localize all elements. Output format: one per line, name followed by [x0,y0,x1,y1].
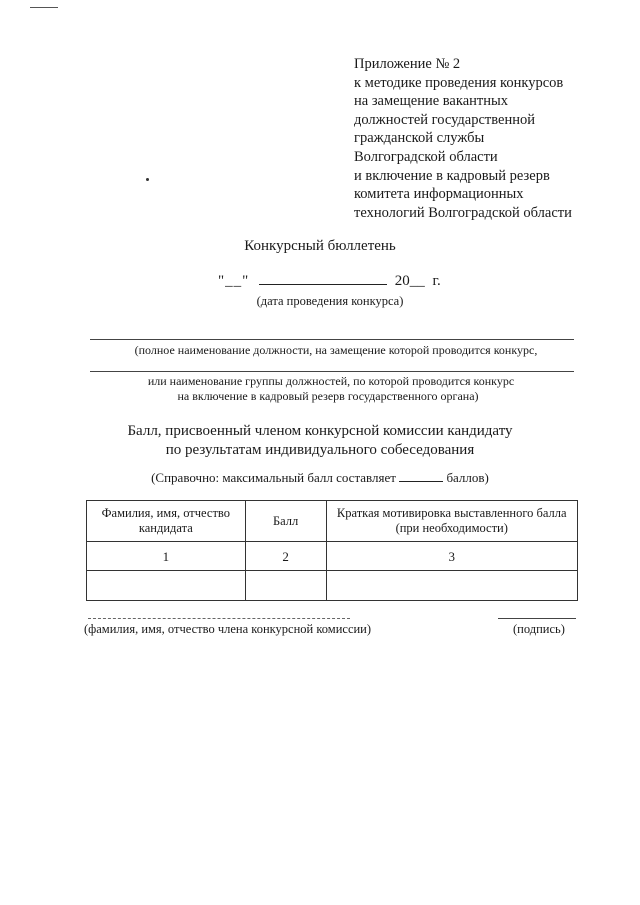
date-year-field[interactable]: __ [409,273,425,289]
max-score-field[interactable] [399,471,443,482]
signature-caption: (подпись) [513,622,565,636]
scan-speck [146,178,149,181]
motivation-cell[interactable] [326,571,577,601]
column-header-candidate: Фамилия, имя, отчество кандидата [87,501,246,542]
document-title: Конкурсный бюллетень [244,238,396,254]
date-year-letter: г. [432,273,441,289]
appendix-line: должностей государственной [354,111,535,128]
signature-line[interactable] [498,618,576,619]
position-line-2[interactable] [90,371,574,372]
appendix-line: технологий Волгоградской области [354,204,572,221]
max-score-note-suffix: баллов) [446,470,489,485]
position-caption-2: или наименование группы должностей, по которой проводится конкурс [147,374,515,388]
table-number-row [87,542,578,571]
position-caption-3: на включение в кадровый резерв государственного органа) [177,389,479,403]
max-score-note [0,470,640,486]
position-caption-1: (полное наименование должности, на замещение которой проводится конкурс, [134,343,538,357]
candidate-name-cell[interactable] [87,571,246,601]
date-line [218,273,441,290]
appendix-line: комитета информационных [354,186,524,203]
date-month-field[interactable] [259,273,387,285]
column-header-score: Балл [245,501,326,542]
column-number: 1 [87,542,246,571]
appendix-block [354,55,572,222]
date-year-prefix: 20 [394,273,410,289]
member-name-line[interactable] [88,618,350,619]
appendix-line: гражданской службы [354,130,485,147]
score-heading-1: Балл, присвоенный членом конкурсной комиссии кандидату [127,423,513,439]
appendix-line: на замещение вакантных [354,93,508,110]
date-caption: (дата проведения конкурса) [256,294,404,308]
scan-edge-mark [30,7,58,8]
appendix-line: Приложение № 2 [354,56,461,72]
position-line-1[interactable] [90,339,574,340]
column-number: 3 [326,542,577,571]
appendix-line: и включение в кадровый резерв [354,167,550,184]
max-score-note-prefix: (Справочно: максимальный балл составляет [151,470,396,485]
member-name-caption: (фамилия, имя, отчество члена конкурсной комиссии) [84,622,372,636]
table-row [87,571,578,601]
column-header-motivation: Краткая мотивировка выставленного балла (при необходимости) [326,501,577,542]
score-cell[interactable] [245,571,326,601]
appendix-line: к методике проведения конкурсов [354,74,564,91]
column-number: 2 [245,542,326,571]
score-table [86,500,578,601]
score-heading-2: по результатам индивидуального собеседования [165,442,475,458]
date-day-field[interactable]: "__" [218,273,250,289]
appendix-line: Волгоградской области [354,148,498,165]
table-header-row [87,501,578,542]
